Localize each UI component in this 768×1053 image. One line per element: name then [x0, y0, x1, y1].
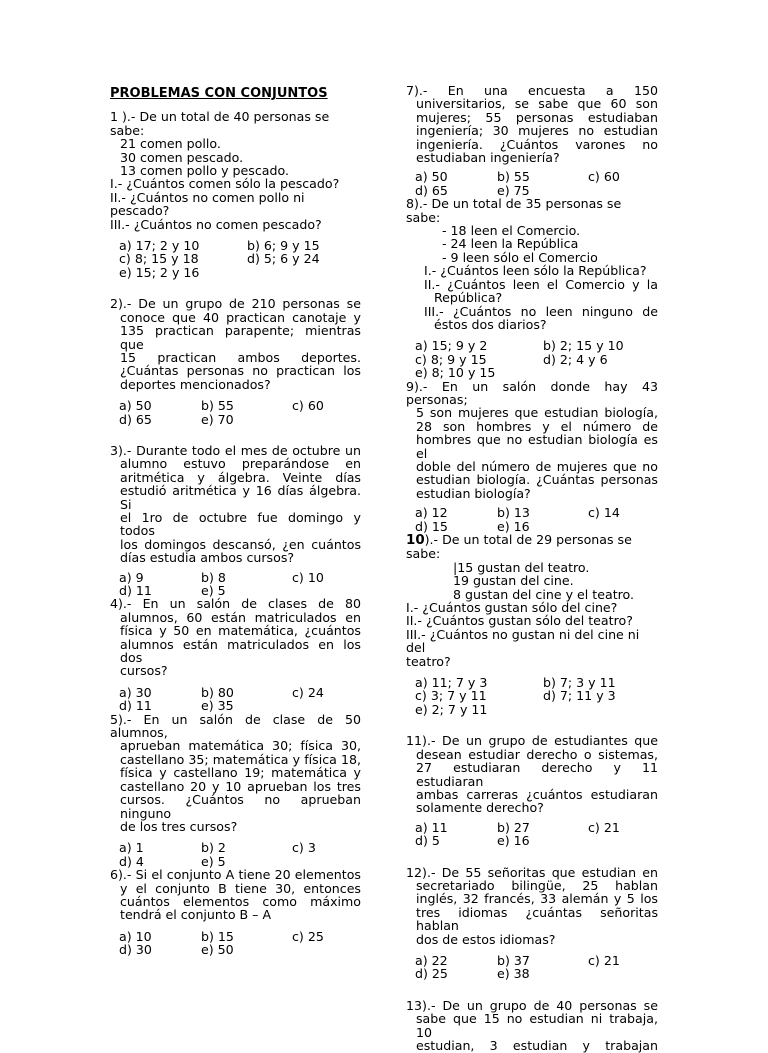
option: e) 70 [201, 411, 234, 427]
option: d) 25 [415, 966, 448, 982]
problem-11-line: desean estudiar derecho o sistemas, [416, 746, 658, 762]
option: e) 38 [497, 966, 530, 982]
option: e) 50 [201, 942, 234, 958]
problem-10-question: II.- ¿Cuántos gustan sólo del teatro? [406, 613, 633, 629]
option: a) 17; 2 y 10 [119, 238, 200, 254]
option: e) 16 [497, 833, 530, 849]
option: d) 11 [119, 583, 152, 598]
option: d) 65 [415, 182, 448, 198]
problem-3-line: estudió aritmética y 16 días álgebra. Si [120, 483, 361, 512]
problem-10 [406, 533, 658, 716]
problem-12-line: inglés, 32 francés, 33 alemán y 5 los [416, 891, 658, 907]
problem-1 [110, 110, 361, 279]
problem-5-line: física y castellano 19; matemática y [120, 765, 361, 781]
problem-13-line: estudian, 3 estudian y trabajan [416, 1038, 658, 1053]
problem-10-stem-line: sabe: [406, 546, 441, 562]
problem-9-line: 28 son hombres y el número de [416, 418, 658, 434]
problem-8-stem: 8).- De un total de 35 personas se sabe: [406, 196, 622, 225]
problem-3-line: el 1ro de octubre fue domingo y todos [120, 509, 361, 539]
option: d) 4 [119, 853, 144, 869]
problem-4-line: 4).- En un salón de clases de 80 [110, 596, 361, 612]
problem-10-question: teatro? [406, 653, 451, 669]
option: c) 24 [292, 684, 324, 700]
option: c) 3; 7 y 11 [415, 688, 487, 704]
option: a) 11 [415, 819, 448, 835]
option: c) 60 [588, 169, 620, 185]
problem-8-question: III.- ¿Cuántos no leen ninguno de [424, 303, 658, 319]
problem-8-question: República? [434, 290, 503, 306]
problem-7-line: estudiaban ingeniería? [416, 150, 560, 166]
problem-13-line: 13).- De un grupo de 40 personas se [406, 997, 658, 1013]
option: a) 50 [119, 398, 152, 414]
option: c) 8; 15 y 18 [119, 251, 199, 267]
problem-8-question: I.- ¿Cuántos leen sólo la República? [424, 263, 647, 279]
problem-5 [110, 713, 361, 868]
option: b) 2; 15 y 10 [543, 338, 624, 354]
option: a) 50 [415, 169, 448, 185]
problem-11-line: solamente derecho? [416, 800, 544, 816]
problem-8-question: II.- ¿Cuántos leen el Comercio y la [424, 276, 658, 292]
option: b) 13 [497, 505, 530, 521]
problem-8 [406, 197, 658, 379]
problem-12-line: 12).- De 55 señoritas que estudian en [406, 864, 658, 880]
option: a) 15; 9 y 2 [415, 338, 488, 354]
problem-5-line: castellano 35; matemática y física 18, [120, 751, 361, 767]
problem-11 [406, 734, 658, 847]
problem-5-line: castellano 20 y 10 aprueban los tres [120, 778, 361, 794]
option: c) 21 [588, 952, 620, 968]
option: b) 27 [497, 819, 530, 835]
problem-4-line: cursos? [120, 663, 168, 679]
problem-10-fact: 19 gustan del cine. [453, 573, 574, 589]
option: e) 75 [497, 182, 530, 198]
option: d) 30 [119, 942, 152, 958]
problem-6-line: 6).- Si el conjunto A tiene 20 elementos [110, 867, 361, 883]
problem-12-options [406, 954, 658, 981]
problem-3-line: los domingos descansó, ¿en cuántos [120, 536, 361, 552]
option: e) 35 [201, 698, 234, 714]
problem-2-line: deportes mencionados? [120, 376, 271, 392]
option: e) 15; 2 y 16 [119, 264, 200, 280]
problem-4-line: alumnos, 60 están matriculados en [120, 609, 361, 625]
problem-10-options [406, 676, 658, 716]
problem-6-line: tendrá el conjunto B – A [120, 907, 272, 923]
problem-9-options [406, 506, 658, 533]
problem-5-line: 5).- En un salón de clase de 50 alumnos, [110, 711, 361, 741]
problem-2-line: ¿Cuántas personas no practican los [120, 363, 361, 379]
option: d) 7; 11 y 3 [543, 688, 616, 704]
problem-10-number: 10 [406, 533, 425, 548]
option: e) 5 [201, 853, 226, 869]
problem-10-stem [406, 533, 658, 547]
option: a) 9 [119, 569, 144, 585]
problem-3-line: alumno estuvo preparándose en [120, 456, 361, 472]
problem-13 [406, 999, 658, 1053]
problem-9 [406, 380, 658, 533]
problem-1-question: II.- ¿Cuántos no comen pollo ni pescado? [110, 189, 305, 219]
problem-9-line: estudian biología. ¿Cuántas personas [416, 472, 658, 488]
problem-5-line: cursos. ¿Cuántos no aprueban ninguno [120, 792, 361, 821]
problem-12 [406, 866, 658, 981]
problem-6 [110, 868, 361, 956]
option: a) 30 [119, 684, 152, 700]
option: c) 60 [292, 398, 324, 414]
problem-8-fact: - 24 leen la República [442, 236, 579, 252]
option: b) 15 [201, 928, 234, 944]
option: b) 7; 3 y 11 [543, 675, 616, 691]
problem-1-question: III.- ¿Cuántos no comen pescado? [110, 216, 322, 232]
problem-5-line: de los tres cursos? [120, 818, 238, 834]
problem-8-fact: - 18 leen el Comercio. [442, 223, 581, 239]
option: b) 8 [201, 569, 226, 585]
option: b) 80 [201, 684, 234, 700]
problem-7-line: universitarios, se sabe que 60 son [416, 96, 658, 112]
problem-10-fact: |15 gustan del teatro. [453, 559, 590, 575]
problem-6-line: cuántos elementos como máximo [120, 893, 361, 909]
problem-10-question: I.- ¿Cuántos gustan sólo del cine? [406, 600, 618, 616]
problem-8-options [406, 339, 658, 379]
problem-4-line: física y 50 en matemática, ¿cuántos [120, 623, 361, 639]
problem-2-options [110, 399, 361, 426]
option: b) 37 [497, 952, 530, 968]
problem-7-line: 7).- En una encuesta a 150 [406, 83, 658, 98]
problem-9-line: 9).- En un salón donde hay 43 personas; [406, 378, 658, 407]
problem-7-options [406, 170, 658, 197]
problem-4-line: alumnos están matriculados en los dos [120, 636, 361, 666]
option: e) 2; 7 y 11 [415, 701, 488, 717]
option: c) 21 [588, 819, 620, 835]
option: a) 1 [119, 840, 144, 856]
problem-3-line: aritmética y álgebra. Veinte días [120, 469, 361, 485]
problem-11-line: 11).- De un grupo de estudiantes que [406, 733, 658, 749]
problem-4-options [110, 686, 361, 713]
option: d) 11 [119, 698, 152, 714]
option: b) 6; 9 y 15 [247, 238, 320, 254]
problem-3 [110, 444, 361, 597]
problem-1-options [110, 239, 361, 279]
problem-9-line: 5 son mujeres que estudian biología, [416, 405, 658, 421]
option: a) 10 [119, 928, 152, 944]
problem-12-line: dos de estos idiomas? [416, 931, 556, 947]
problem-11-line: ambas carreras ¿cuántos estudiaran [416, 786, 658, 802]
problem-1-question: I.- ¿Cuántos comen sólo la pescado? [110, 176, 340, 192]
option: b) 2 [201, 840, 226, 856]
problem-12-line: tres idiomas ¿cuántas señoritas hablan [416, 904, 658, 934]
left-column [110, 84, 361, 957]
option: d) 5 [415, 833, 440, 849]
option: b) 55 [201, 398, 234, 414]
option: a) 11; 7 y 3 [415, 675, 488, 691]
problem-11-line: 27 estudiaran derecho y 11 estudiaran [416, 760, 658, 789]
option: c) 3 [292, 840, 316, 856]
problem-3-line: días estudia ambos cursos? [120, 550, 295, 566]
option: e) 5 [201, 583, 226, 598]
option: d) 5; 6 y 24 [247, 251, 320, 267]
option: b) 55 [497, 169, 530, 185]
right-column [406, 84, 658, 1052]
problem-5-options [110, 841, 361, 868]
problem-10-fact: 8 gustan del cine y el teatro. [453, 586, 635, 602]
problem-13-line: sabe que 15 no estudian ni trabaja, 10 [416, 1011, 658, 1040]
problem-9-line: doble del número de mujeres que no [416, 458, 658, 474]
problem-5-line: aprueban matemática 30; física 30, [120, 738, 361, 754]
problem-7-line: ingeniería. ¿Cuántos varones no [416, 136, 658, 152]
option: e) 16 [497, 518, 530, 534]
problem-10-question: III.- ¿Cuántos no gustan ni del cine ni del [406, 626, 640, 656]
option: e) 8; 10 y 15 [415, 365, 496, 381]
option: d) 65 [119, 411, 152, 427]
option: a) 12 [415, 505, 448, 521]
option: c) 14 [588, 505, 620, 521]
problem-9-line: estudian biología? [416, 485, 531, 501]
problem-1-fact: 21 comen pollo. [120, 136, 221, 152]
problem-8-question: éstos dos diarios? [434, 316, 547, 332]
option: c) 10 [292, 569, 324, 585]
problem-7-line: ingeniería; 30 mujeres no estudian [416, 123, 658, 139]
problem-2-line: 2).- De un grupo de 210 personas se [110, 296, 361, 312]
option: d) 2; 4 y 6 [543, 351, 608, 367]
problem-6-options [110, 930, 361, 957]
problem-7-line: mujeres; 55 personas estudiaban [416, 109, 658, 125]
option: d) 15 [415, 518, 448, 534]
problem-3-line: 3).- Durante todo el mes de octubre un [110, 442, 361, 458]
problem-3-options [110, 571, 361, 598]
problem-4 [110, 597, 361, 712]
problem-7 [406, 84, 658, 197]
option: a) 22 [415, 952, 448, 968]
problem-9-line: hombres que no estudian biología es el [416, 432, 658, 461]
problem-1-stem: 1 ).- De un total de 40 personas se sabe: [110, 109, 330, 138]
page-title: PROBLEMAS CON CONJUNTOS [110, 86, 328, 101]
problem-1-fact: 30 comen pescado. [120, 149, 244, 165]
problem-2-line: conoce que 40 practican canotaje y [120, 309, 361, 325]
problem-2-line: 15 practican ambos deportes. [120, 349, 361, 365]
problem-2-line: 135 practican parapente; mientras que [120, 323, 361, 352]
problem-10-stem-text: ).- De un total de 29 personas se [424, 532, 632, 547]
problem-11-options [406, 821, 658, 848]
problem-8-fact: - 9 leen sólo el Comercio [442, 249, 598, 265]
problem-2 [110, 297, 361, 426]
option: c) 8; 9 y 15 [415, 351, 487, 367]
problem-6-line: y el conjunto B tiene 30, entonces [120, 880, 361, 896]
problem-1-fact: 13 comen pollo y pescado. [120, 163, 289, 179]
option: c) 25 [292, 928, 324, 944]
problem-12-line: secretariado bilingüe, 25 hablan [416, 877, 658, 893]
